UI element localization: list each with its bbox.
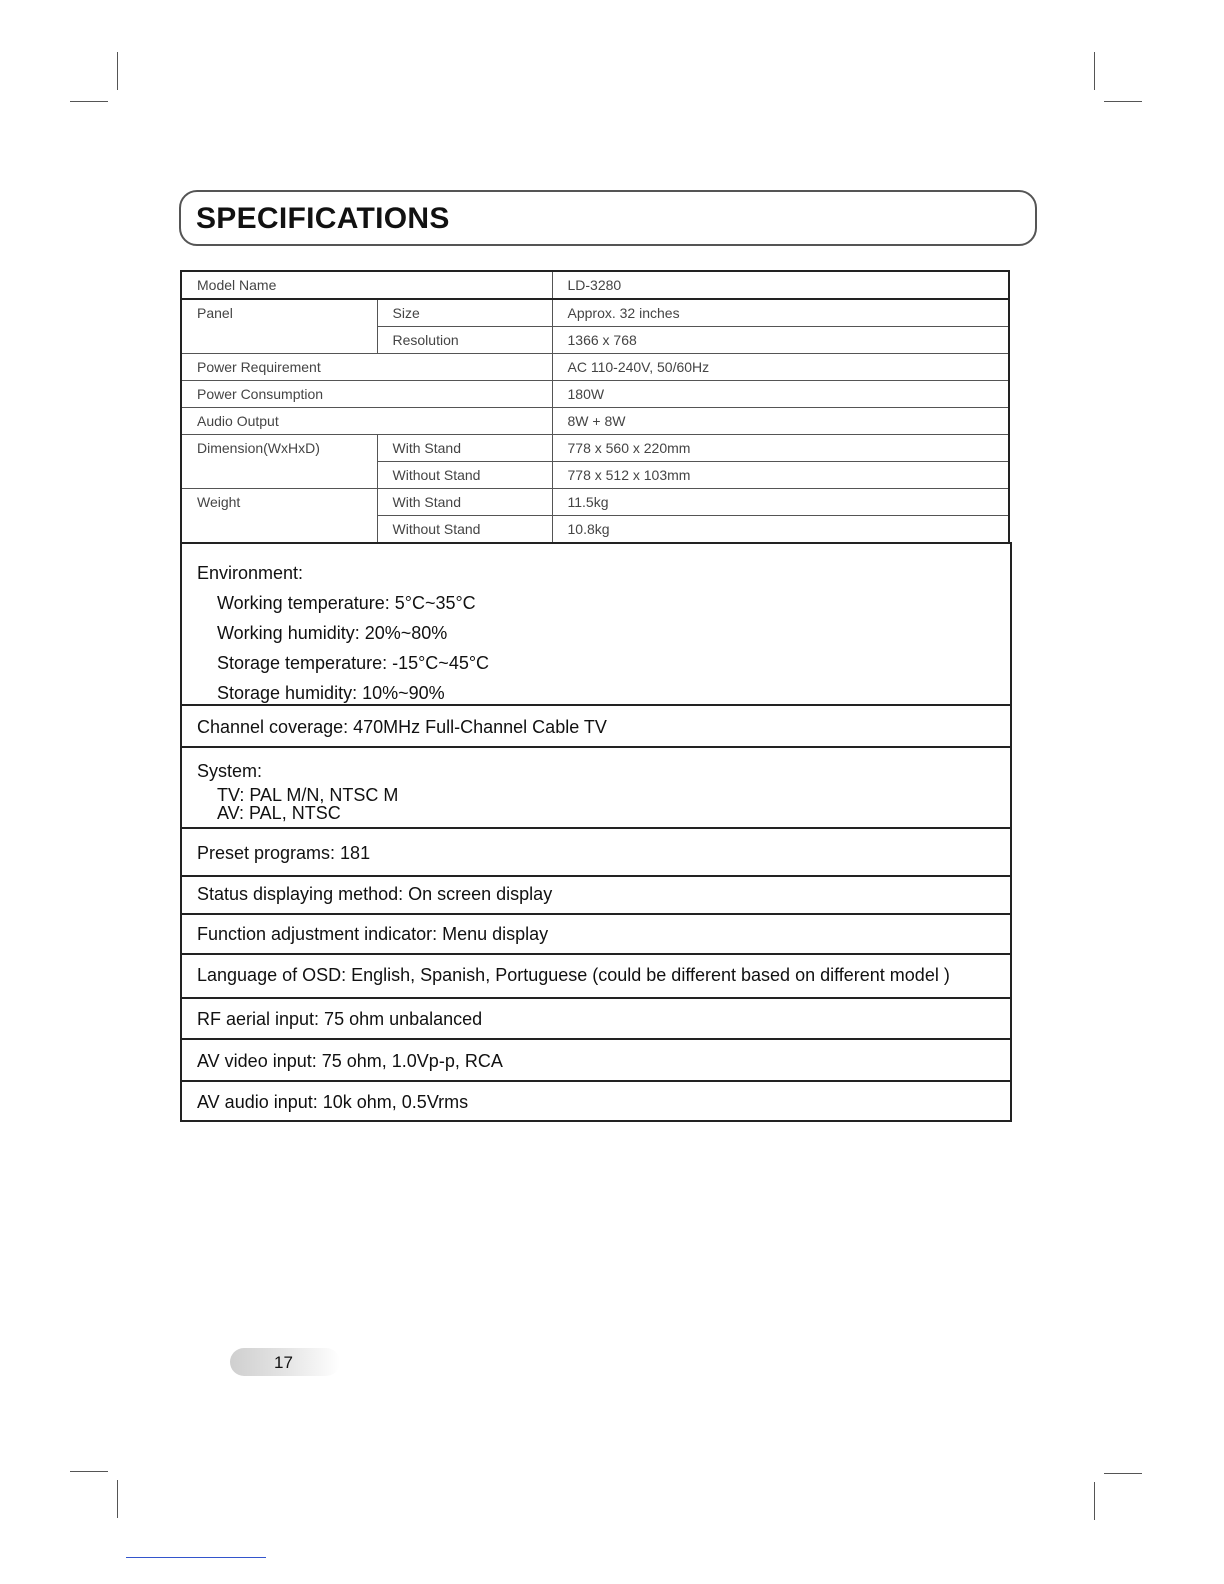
audio-output-value: 8W + 8W xyxy=(552,408,1009,435)
av-video-input: AV video input: 75 ohm, 1.0Vp-p, RCA xyxy=(197,1051,503,1071)
power-consumption-label: Power Consumption xyxy=(181,381,552,408)
dimension-with-stand-label: With Stand xyxy=(377,435,552,462)
crop-mark xyxy=(1104,101,1142,102)
environment-heading: Environment: xyxy=(197,563,304,583)
spec-blocks xyxy=(180,542,1012,1122)
channel-coverage: Channel coverage: 470MHz Full-Channel Cable TV xyxy=(197,717,607,737)
status-display-block xyxy=(182,875,1010,913)
crop-mark xyxy=(70,101,108,102)
table-row xyxy=(181,408,1009,435)
crop-mark xyxy=(117,52,118,90)
channel-coverage-block xyxy=(182,704,1010,746)
system-av: AV: PAL, NTSC xyxy=(217,803,341,823)
dimension-with-stand-value: 778 x 560 x 220mm xyxy=(552,435,1009,462)
table-row xyxy=(181,435,1009,462)
crop-mark xyxy=(1094,52,1095,90)
panel-size-value: Approx. 32 inches xyxy=(552,299,1009,327)
av-audio-input: AV audio input: 10k ohm, 0.5Vrms xyxy=(197,1092,469,1112)
crop-mark xyxy=(70,1471,108,1472)
weight-without-stand-label: Without Stand xyxy=(377,516,552,544)
dimension-without-stand-label: Without Stand xyxy=(377,462,552,489)
storage-humidity: Storage humidity: 10%~90% xyxy=(217,683,445,703)
language-osd-block xyxy=(182,953,1010,997)
page-number-tab xyxy=(230,1348,340,1376)
model-name-value: LD-3280 xyxy=(552,271,1009,299)
system-block xyxy=(182,746,1010,827)
preset-programs: Preset programs: 181 xyxy=(197,843,371,863)
av-audio-input-block xyxy=(182,1080,1010,1120)
page-number: 17 xyxy=(274,1353,293,1372)
power-consumption-value: 180W xyxy=(552,381,1009,408)
system-tv: TV: PAL M/N, NTSC M xyxy=(217,785,399,805)
model-name-label: Model Name xyxy=(181,271,552,299)
dimension-without-stand-value: 778 x 512 x 103mm xyxy=(552,462,1009,489)
dimension-label: Dimension(WxHxD) xyxy=(181,435,377,489)
panel-size-label: Size xyxy=(377,299,552,327)
function-indicator-block xyxy=(182,913,1010,953)
environment-block xyxy=(182,542,1010,704)
crop-mark xyxy=(1094,1482,1095,1520)
panel-resolution-value: 1366 x 768 xyxy=(552,327,1009,354)
preset-programs-block xyxy=(182,827,1010,875)
weight-with-stand-label: With Stand xyxy=(377,489,552,516)
title-banner xyxy=(179,190,1037,246)
weight-without-stand-value: 10.8kg xyxy=(552,516,1009,544)
system-heading: System: xyxy=(197,761,263,781)
table-row xyxy=(181,381,1009,408)
panel-label: Panel xyxy=(181,299,377,354)
language-osd: Language of OSD: English, Spanish, Portuguese (could be different based on different model ) xyxy=(197,965,950,985)
rf-input-block xyxy=(182,997,1010,1038)
table-row xyxy=(181,489,1009,516)
weight-label: Weight xyxy=(181,489,377,544)
function-indicator: Function adjustment indicator: Menu display xyxy=(197,924,549,944)
weight-with-stand-value: 11.5kg xyxy=(552,489,1009,516)
rf-input: RF aerial input: 75 ohm unbalanced xyxy=(197,1009,483,1029)
power-requirement-value: AC 110-240V, 50/60Hz xyxy=(552,354,1009,381)
panel-resolution-label: Resolution xyxy=(377,327,552,354)
spec-table xyxy=(180,270,1010,544)
working-temperature: Working temperature: 5°C~35°C xyxy=(217,593,476,613)
table-row xyxy=(181,354,1009,381)
crop-mark xyxy=(117,1480,118,1518)
audio-output-label: Audio Output xyxy=(181,408,552,435)
page-title: SPECIFICATIONS xyxy=(196,202,450,235)
av-video-input-block xyxy=(182,1038,1010,1080)
storage-temperature: Storage temperature: -15°C~45°C xyxy=(217,653,490,673)
working-humidity: Working humidity: 20%~80% xyxy=(217,623,448,643)
power-requirement-label: Power Requirement xyxy=(181,354,552,381)
status-display: Status displaying method: On screen display xyxy=(197,884,553,904)
bottom-rule xyxy=(126,1557,266,1558)
crop-mark xyxy=(1104,1473,1142,1474)
table-row xyxy=(181,271,1009,299)
table-row xyxy=(181,299,1009,327)
